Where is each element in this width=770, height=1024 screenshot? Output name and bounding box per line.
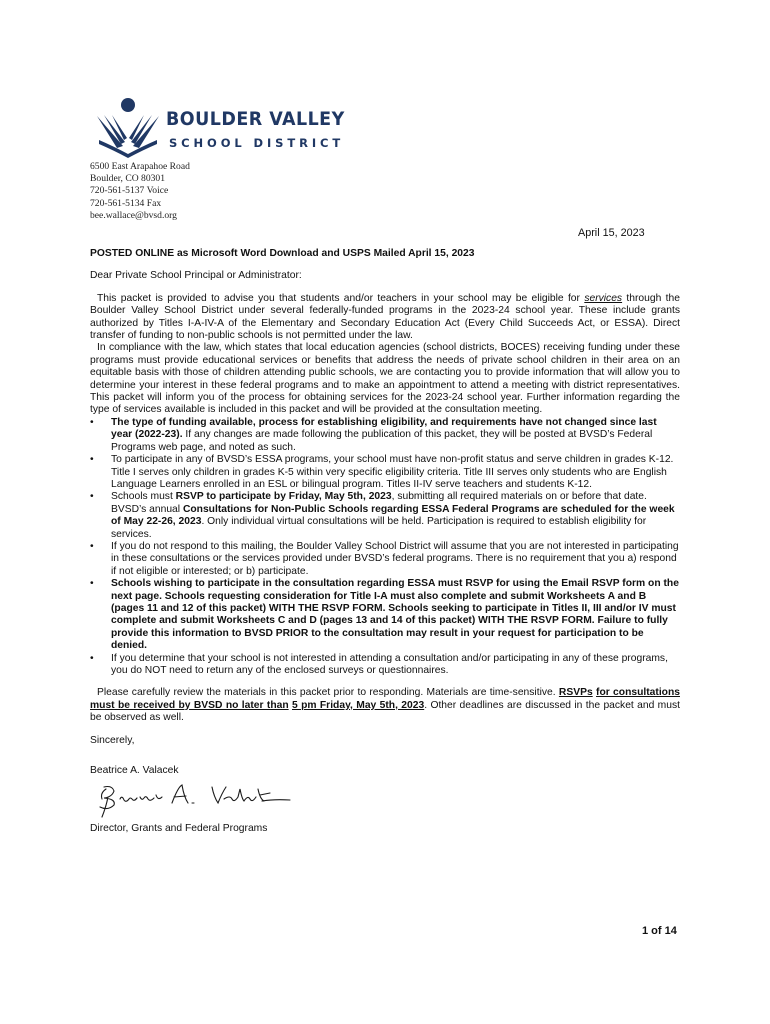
compliance-paragraph: In compliance with the law, which states that local education agencies (school districts, BOCES) receiving funding under these programs must provide educational services or benefits that address the needs of private school children in their area on an equitable basis with those of children attending public schools, we are contacting you to provide information that will allow you to determine your interest in these federal programs and to make an appointment to attend a meeting with district representatives. This packet will inform you of the process for obtaining services for the 2023-24 school year. Further information regarding the type of services available is included in this packet and will be provided at the consultation meeting. bbox=[90, 342, 680, 416]
logo-district-name: BOULDER VALLEY bbox=[166, 108, 345, 130]
page-number: 1 of 14 bbox=[642, 925, 677, 937]
signer-title: Director, Grants and Federal Programs bbox=[90, 823, 268, 835]
bullet-icon: • bbox=[90, 652, 94, 664]
bullet-icon: • bbox=[90, 454, 94, 466]
list-item: • Schools must RSVP to participate by Friday, May 5th, 2023, submitting all required materials on or before that date. BVSD’s annual Consultations for Non-Public Schools regarding ESSA Federal Programs are scheduled for the week of May 22-26, 2023. Only individual virtual consultations will be held. Participation is required to establish eligibility for services. bbox=[90, 491, 675, 540]
district-logo bbox=[93, 96, 345, 158]
letter-body bbox=[90, 248, 680, 836]
list-item: • If you do not respond to this mailing, the Boulder Valley School District will assume that you are not interested in participating in these consultations or the services provided under BVSD’s federal programs. There is no requirement that you a) respond if not eligible or interested; or b) participate. bbox=[90, 540, 679, 577]
address-voice: 720-561-5137 Voice bbox=[90, 185, 169, 197]
requirements-list bbox=[90, 417, 680, 678]
bullet-icon: • bbox=[90, 578, 94, 590]
address-fax: 720-561-5134 Fax bbox=[90, 197, 162, 209]
salutation: Dear Private School Principal or Administrator: bbox=[90, 270, 302, 282]
bullet-icon: • bbox=[90, 491, 94, 503]
signer-name: Beatrice A. Valacek bbox=[90, 765, 179, 777]
review-paragraph: Please carefully review the materials in this packet prior to responding. Materials are time-sensitive. RSVPs for consultations must be received by BVSD no later than 5 pm Friday, May 5th, 2023. Other deadlines are discussed in the packet and must be observed as well. bbox=[90, 687, 680, 724]
sign-off: Sincerely, bbox=[90, 734, 135, 746]
list-item: • Schools wishing to participate in the consultation regarding ESSA must RSVP for using the Email RSVP form on the next page. Schools requesting consideration for Title I-A must also complete and submit Worksheets A and B (pages 11 and 12 of this packet) WITH THE RSVP FORM. Schools seeking to participate in Titles II, III and/or IV must complete and submit Worksheets C and D (pages 13 and 14 of this packet) WITH THE RSVP FORM. Failure to fully provide this information to BVSD PRIOR to the consultation may result in your request for participation to be denied. bbox=[90, 578, 679, 652]
list-item: • To participate in any of BVSD’s ESSA programs, your school must have non-profit status and serve children in grades K-12. Title I serves only children in grades K-5 within very specific eligibility criteria. Title III serves only students who are English Language Learners enrolled in an ESL or bilingual program. Titles II-IV serve teachers and students K-12. bbox=[90, 454, 674, 490]
services-link[interactable]: services bbox=[584, 292, 623, 304]
logo-district-subtitle: SCHOOL DISTRICT bbox=[169, 136, 345, 150]
list-item: • If you determine that your school is not interested in attending a consultation and/or participating in any of these programs, you do NOT need to return any of the enclosed surveys or questionnaires. bbox=[90, 652, 668, 676]
rsvp-deadline: 5 pm Friday, May 5th, 2023 bbox=[292, 699, 425, 711]
rsvp-emphasis: RSVPs bbox=[558, 687, 593, 699]
bullet-icon: • bbox=[90, 540, 94, 552]
bullet-icon: • bbox=[90, 416, 94, 428]
address-city: Boulder, CO 80301 bbox=[90, 173, 166, 185]
address-email: bee.wallace@bvsd.org bbox=[90, 209, 177, 221]
return-address bbox=[90, 161, 190, 222]
book-logo-icon bbox=[93, 96, 163, 158]
address-street: 6500 East Arapahoe Road bbox=[90, 161, 190, 172]
letter-date: April 15, 2023 bbox=[578, 227, 645, 239]
handwritten-signature bbox=[94, 783, 294, 819]
posted-headline: POSTED ONLINE as Microsoft Word Download and USPS Mailed April 15, 2023 bbox=[90, 248, 475, 259]
intro-paragraph: This packet is provided to advise you that students and/or teachers in your school may be eligible for services through the Boulder Valley School District under several federally-funded programs in the 2023-24 school year. These include grants authorized by Titles I-A-IV-A of the Elementary and Secondary Education Act (Every Child Succeeds Act, or ESSA). Direct transfer of funding to non-public schools is not permitted under the law. bbox=[90, 292, 680, 342]
list-item: • The type of funding available, process for establishing eligibility, and requirements have not changed since last year (2022-23). If any changes are made following the publication of this packet, they will be posted at BVSD’s Federal Programs web page, and noted as such. bbox=[90, 416, 657, 453]
